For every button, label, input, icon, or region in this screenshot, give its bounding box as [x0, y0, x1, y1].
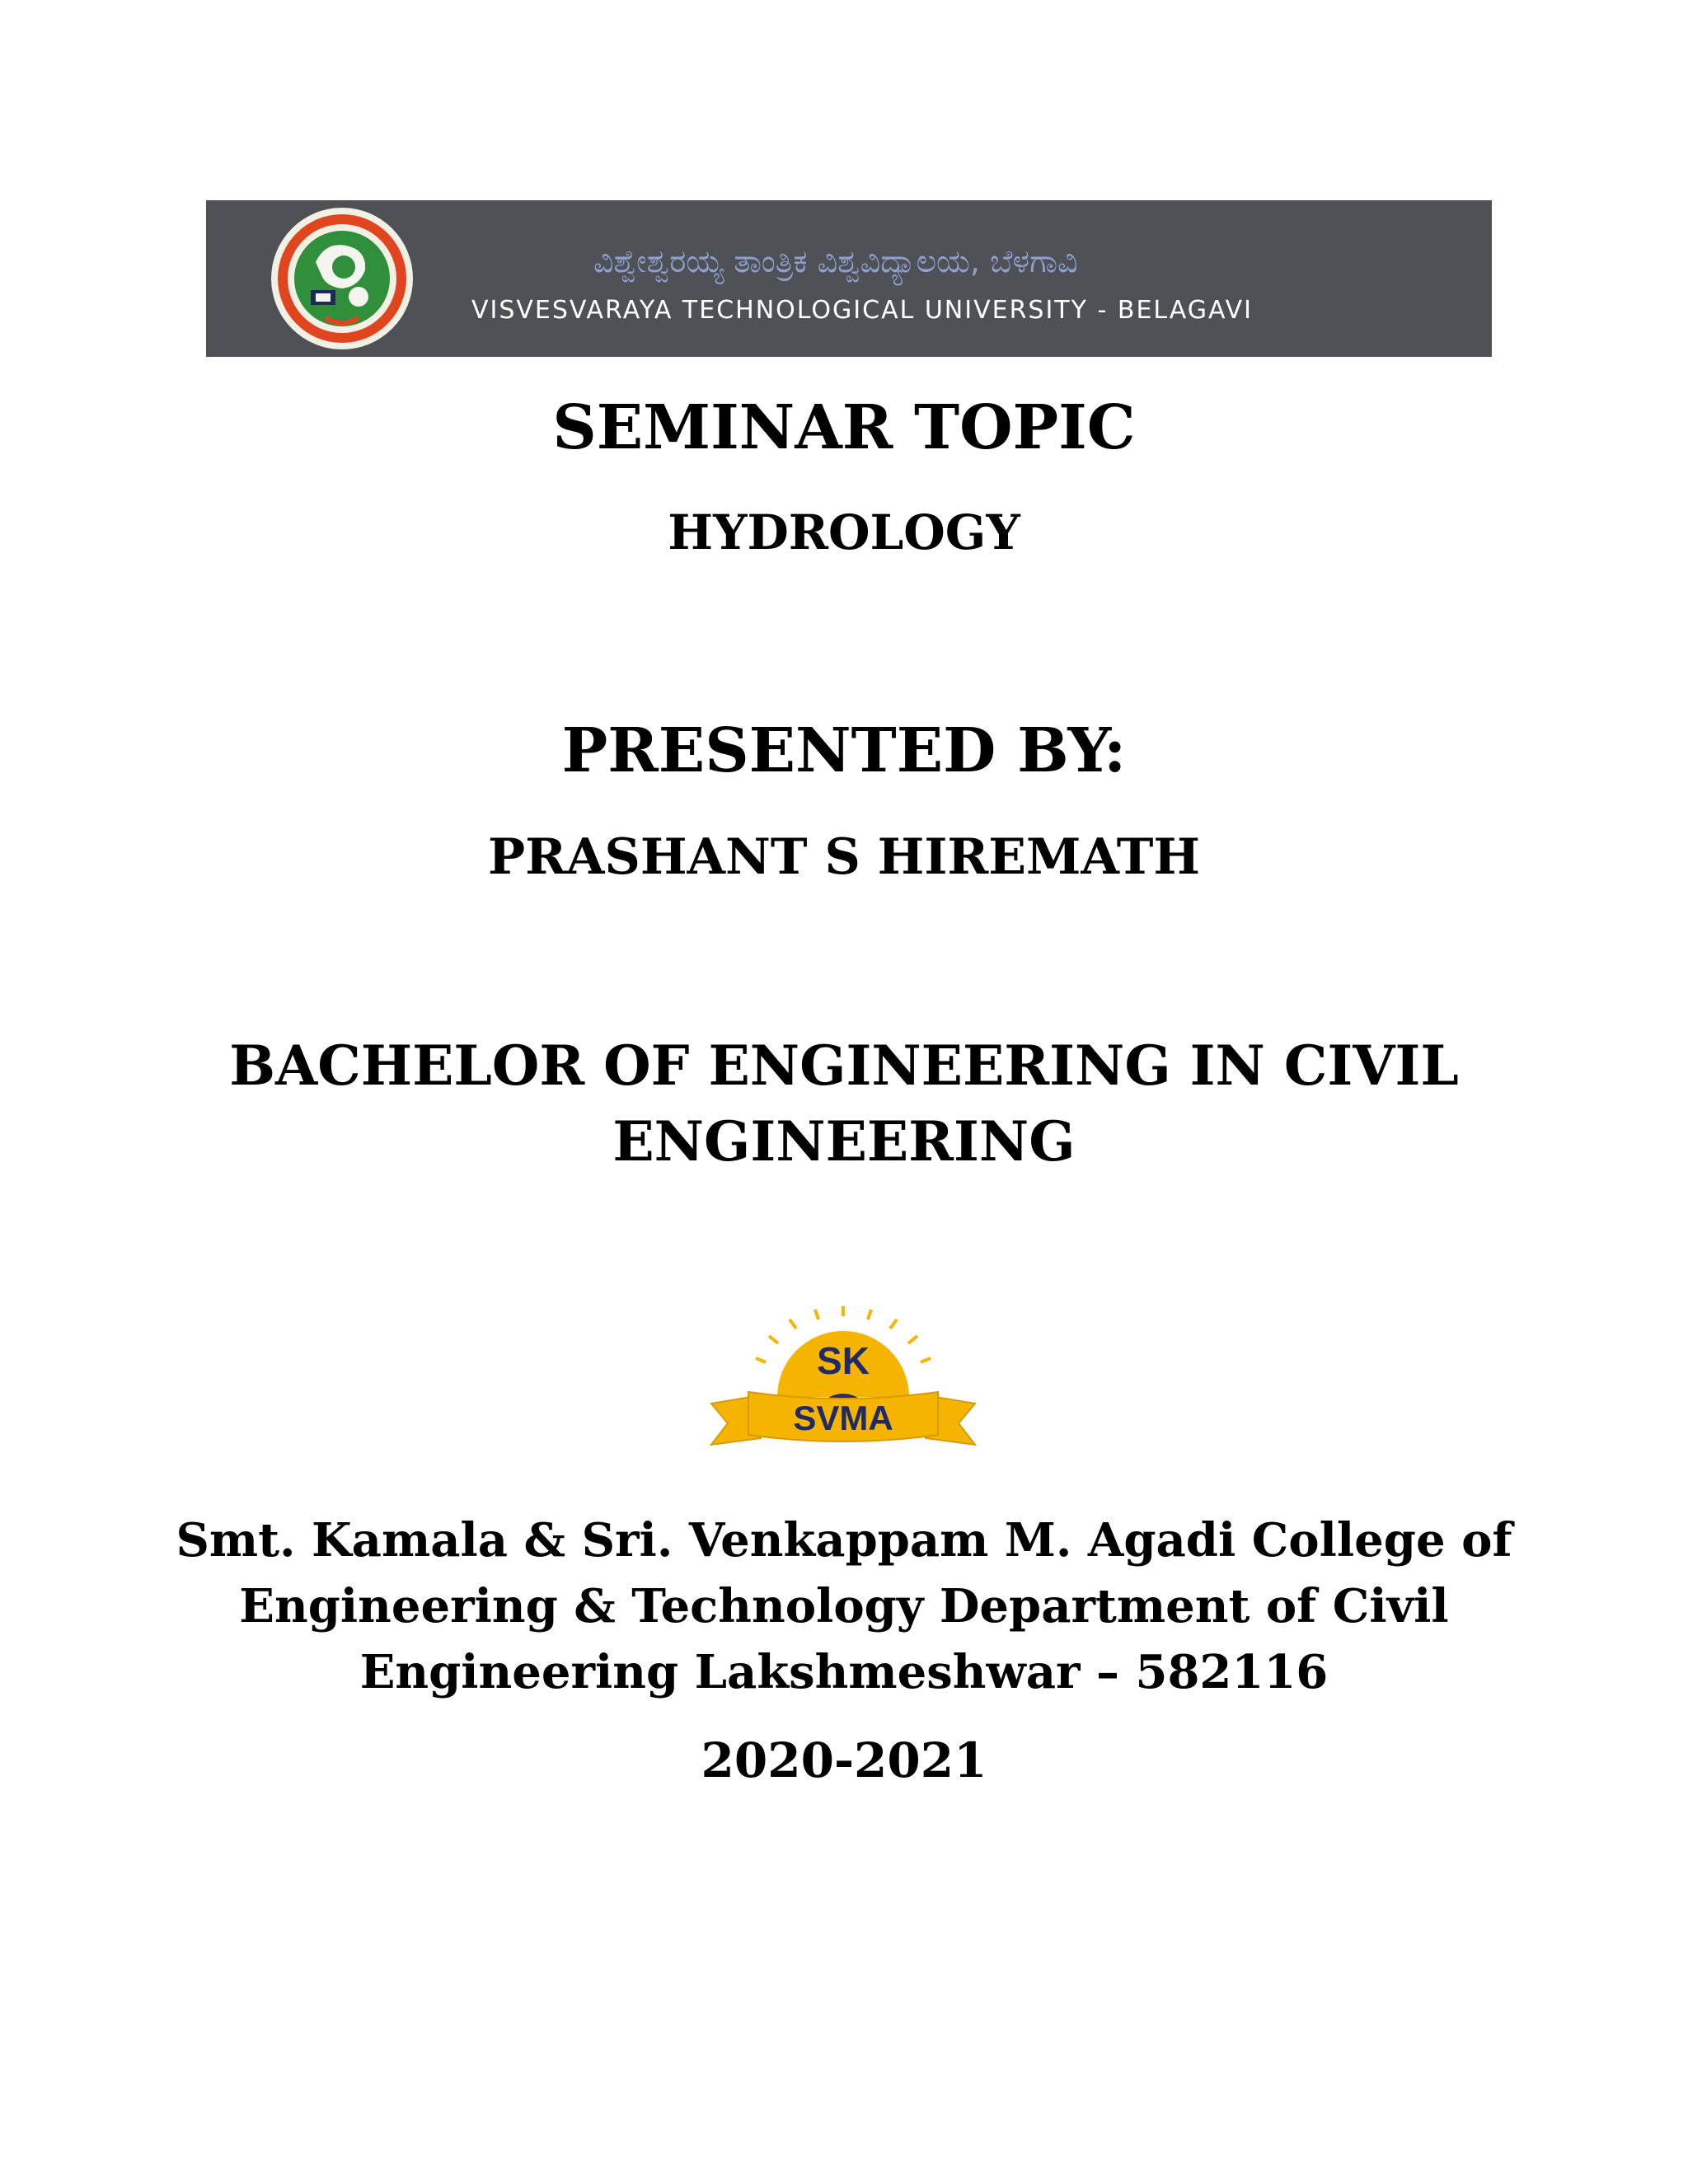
degree-line-1: BACHELOR OF ENGINEERING IN CIVIL — [229, 1033, 1459, 1098]
college-name-line-3: Engineering Lakshmeshwar – 582116 — [359, 1645, 1329, 1699]
college-logo-line-1: SK — [817, 1339, 870, 1382]
college-logo-line-2: SVMA — [793, 1399, 893, 1437]
college-name-line-2: Engineering & Technology Department of Civil — [239, 1579, 1449, 1633]
seminar-topic: HYDROLOGY — [668, 504, 1020, 560]
university-seal-icon — [268, 204, 416, 353]
presented-by-label: PRESENTED BY: — [561, 715, 1127, 786]
college-logo — [703, 1306, 983, 1463]
degree-line-2: ENGINEERING — [612, 1109, 1076, 1174]
college-name-line-1: Smt. Kamala & Sri. Venkappam M. Agadi College of — [176, 1513, 1512, 1568]
academic-year: 2020-2021 — [701, 1732, 987, 1788]
university-name-kannada: ವಿಶ್ವೇಶ್ವರಯ್ಯ ತಾಂತ್ರಿಕ ವಿಶ್ವವಿದ್ಯಾಲಯ, ಬೆಳಗಾವಿ — [593, 243, 1078, 279]
university-name-english: VISVESVARAYA TECHNOLOGICAL UNIVERSITY - BELAGAVI — [471, 296, 1254, 325]
seminar-title: SEMINAR TOPIC — [552, 392, 1136, 463]
university-banner — [206, 200, 1492, 357]
presenter-name: PRASHANT S HIREMATH — [487, 828, 1201, 886]
